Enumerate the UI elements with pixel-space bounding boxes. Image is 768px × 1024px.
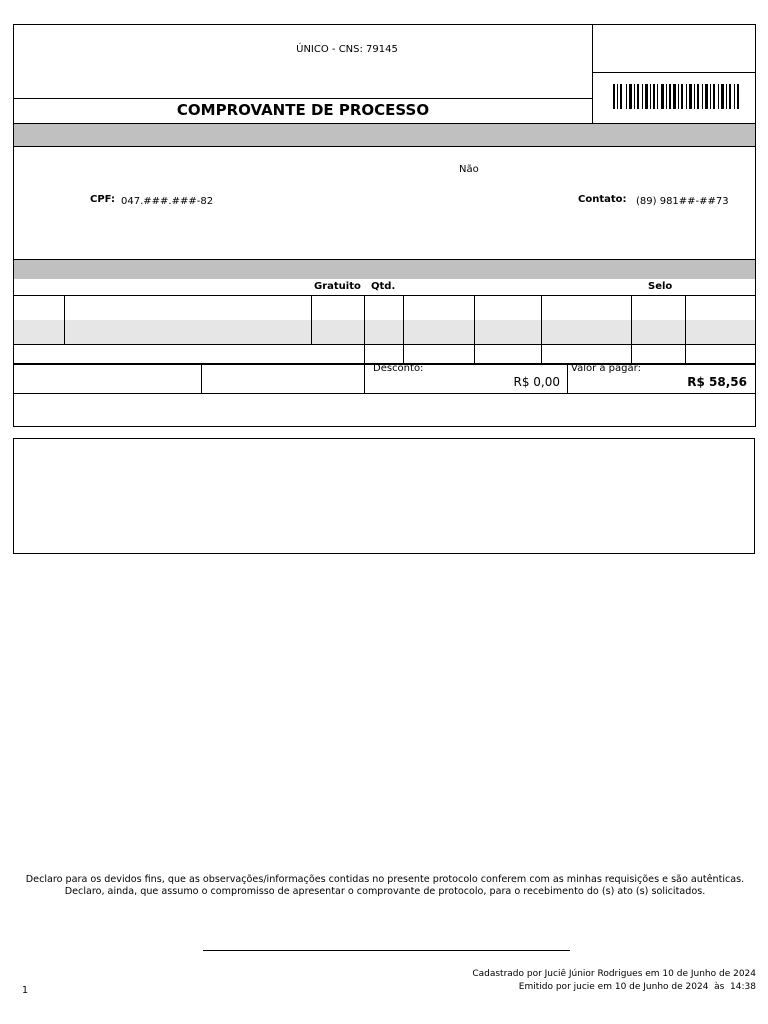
page-title: COMPROVANTE DE PROCESSO <box>176 101 430 119</box>
valor-label: Valor a pagar: <box>571 363 641 374</box>
signature-line <box>203 950 570 951</box>
col-line <box>201 364 202 393</box>
declaration-text: Declaro para os devidos fins, que as observações/informações contidas no presente protocolo conferem com as minhas requisições e são autênticas. Declaro, ainda, que assumo o compromisso de apresentar o comprovante de protocolo, para o recebimento do (s) ato (s) solicitados. <box>25 874 745 897</box>
cpf-value: 047.###.###-82 <box>121 196 214 207</box>
desconto-value: R$ 0,00 <box>513 375 560 389</box>
valor-value: R$ 58,56 <box>687 375 747 389</box>
cns-line: ÚNICO - CNS: 79145 <box>296 44 398 55</box>
page-number: 1 <box>22 985 29 996</box>
col-qtd: Qtd. <box>371 281 396 292</box>
observations-box <box>13 438 755 554</box>
col-line <box>631 295 632 363</box>
cpf-label: CPF: <box>90 194 115 205</box>
section-band-1 <box>13 124 756 146</box>
col-gratuito: Gratuito <box>314 281 361 292</box>
col-line <box>311 295 312 344</box>
barcode <box>613 84 740 109</box>
items-table-bottom <box>13 426 756 427</box>
col-line <box>364 295 365 363</box>
table-row <box>14 320 755 344</box>
title-divider <box>13 24 593 99</box>
col-line <box>64 295 65 344</box>
section-band-2 <box>13 260 756 279</box>
nao-value: Não <box>459 164 479 175</box>
col-selo: Selo <box>648 281 673 292</box>
col-line <box>685 295 686 363</box>
items-table <box>13 279 756 427</box>
cadastrado-line: Cadastrado por Juciê Júnior Rodrigues em 10 de Junho de 2024 <box>472 969 756 979</box>
emitido-line: Emitido por jucie em 10 de Junho de 2024 às 14:38 <box>518 982 756 992</box>
desconto-label: Desconto: <box>373 363 424 374</box>
contato-value: (89) 981##-##73 <box>636 196 729 207</box>
col-line <box>541 295 542 363</box>
row-line <box>13 295 756 296</box>
col-line <box>474 295 475 363</box>
totals-bottom <box>13 393 756 394</box>
col-line <box>403 295 404 363</box>
row-line <box>13 344 756 345</box>
contato-label: Contato: <box>578 194 627 205</box>
